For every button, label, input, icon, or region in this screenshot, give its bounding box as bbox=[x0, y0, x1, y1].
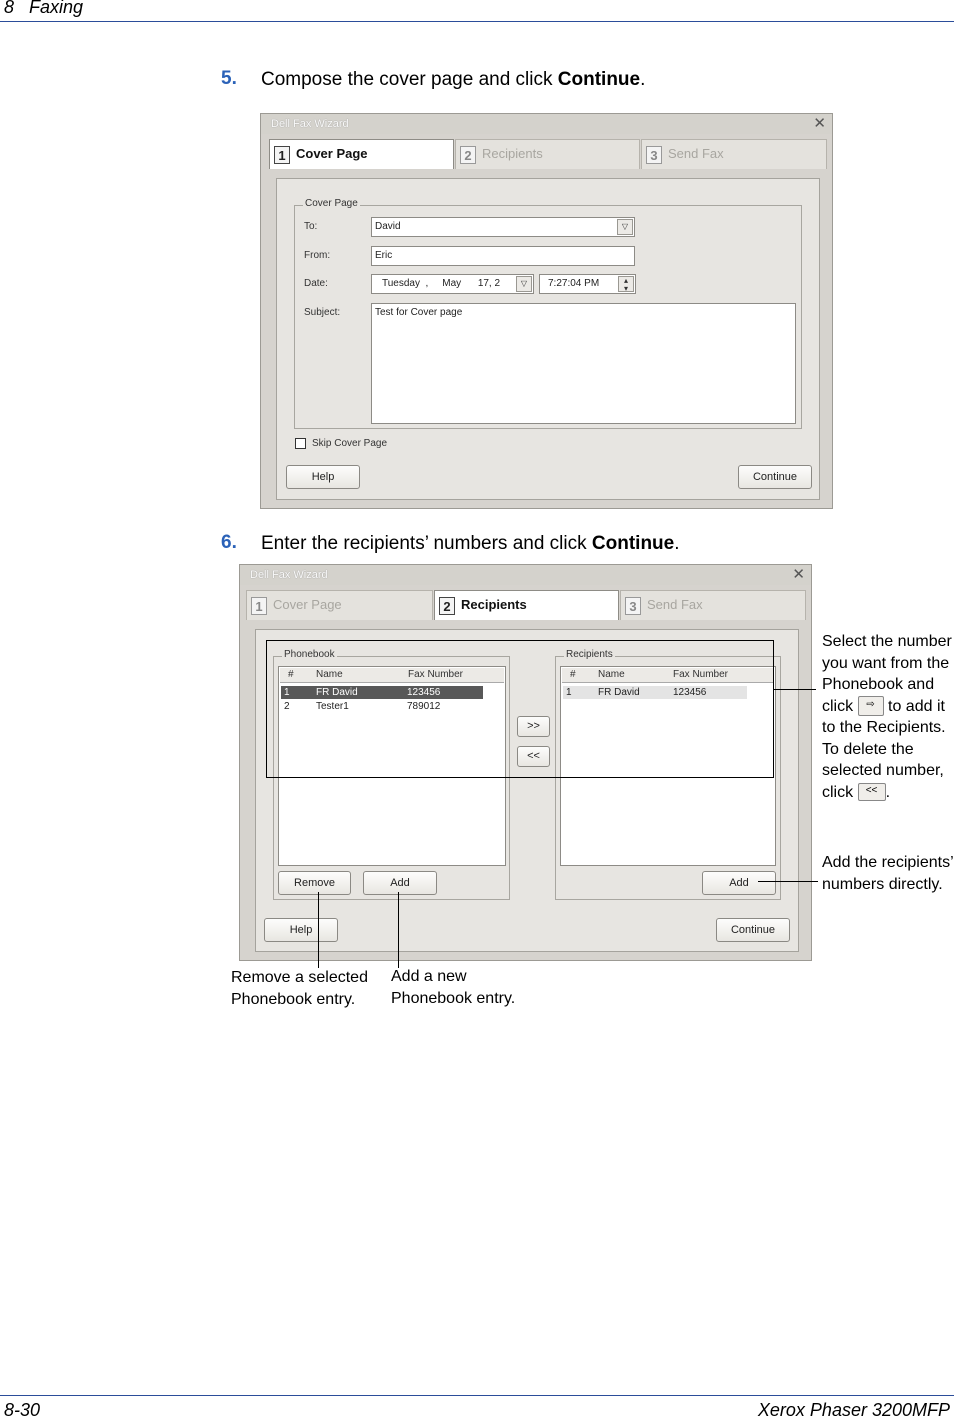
column-header[interactable]: # bbox=[570, 669, 576, 680]
recipients-group-label: Recipients bbox=[566, 649, 613, 660]
tab-recipients[interactable]: 2 Recipients bbox=[434, 590, 619, 620]
phonebook-remove-button[interactable]: Remove bbox=[278, 871, 351, 895]
spin-updown-icon[interactable]: ▴ ▾ bbox=[618, 276, 634, 292]
help-button[interactable]: Help bbox=[264, 918, 338, 942]
callout-line-remove bbox=[318, 892, 319, 968]
column-header[interactable]: Name bbox=[316, 669, 343, 680]
close-icon[interactable]: ✕ bbox=[813, 115, 826, 132]
running-header bbox=[4, 0, 83, 18]
column-header[interactable]: Fax Number bbox=[673, 669, 729, 680]
chapter-title: Faxing bbox=[29, 0, 84, 17]
continue-button[interactable]: Continue bbox=[738, 465, 812, 489]
tab-send-fax[interactable]: 3 Send Fax bbox=[620, 590, 806, 620]
footer-rule bbox=[0, 1395, 954, 1396]
callout-line-add-new bbox=[398, 892, 399, 968]
recipients-add-button[interactable]: Add bbox=[702, 871, 776, 895]
step-5-text: Compose the cover page and click Continue. bbox=[261, 69, 646, 90]
time-spinner[interactable]: 7:27:04 PM ▴ ▾ bbox=[539, 274, 636, 294]
add-arrow-icon: ⇨ bbox=[858, 696, 884, 716]
skip-cover-page-label: Skip Cover Page bbox=[312, 438, 388, 449]
annotation-add-new: Add a new Phonebook entry. bbox=[391, 968, 516, 1007]
subject-label: Subject: bbox=[304, 307, 341, 318]
remove-arrow-icon: << bbox=[858, 783, 886, 801]
phonebook-add-button[interactable]: Add bbox=[363, 871, 437, 895]
chapter-number: 8 bbox=[4, 0, 15, 17]
footer-page-number: 8-30 bbox=[4, 1400, 41, 1420]
step-5-number: 5. bbox=[221, 68, 237, 89]
tab-recipients[interactable]: 2 Recipients bbox=[455, 139, 640, 169]
add-to-recipients-button[interactable]: >> bbox=[517, 716, 550, 737]
annotation-remove: Remove a selected Phonebook entry. bbox=[231, 969, 368, 1008]
step-6-text: Enter the recipients’ numbers and click Continue. bbox=[261, 533, 680, 554]
tab-cover-page[interactable]: 1 Cover Page bbox=[246, 590, 433, 620]
from-label: From: bbox=[304, 250, 331, 261]
close-icon[interactable]: ✕ bbox=[792, 566, 805, 583]
column-header[interactable]: # bbox=[288, 669, 294, 680]
phonebook-row[interactable]: 2 Tester1 789012 bbox=[284, 701, 441, 712]
continue-button[interactable]: Continue bbox=[716, 918, 790, 942]
annotation-select-number: Select the number you want from the Phonebook and click ⇨ to add it to the Recipients. To delete the selected number, click << . bbox=[822, 633, 952, 801]
tab-cover-page[interactable]: 1 Cover Page bbox=[269, 139, 454, 169]
phonebook-row[interactable]: 1 FR David 123456 bbox=[281, 686, 483, 699]
date-label: Date: bbox=[304, 278, 328, 289]
cover-page-group-label: Cover Page bbox=[305, 198, 358, 209]
dell-fax-wizard-cover-dialog bbox=[260, 113, 833, 509]
callout-line-add-direct bbox=[758, 881, 818, 882]
annotation-add-direct: Add the recipients’ numbers directly. bbox=[822, 854, 954, 893]
cover-page-panel bbox=[276, 178, 820, 500]
tab-send-fax[interactable]: 3 Send Fax bbox=[641, 139, 827, 169]
column-header[interactable]: Fax Number bbox=[408, 669, 464, 680]
callout-line-select bbox=[774, 689, 816, 690]
remove-from-recipients-button[interactable]: << bbox=[517, 746, 550, 767]
date-picker[interactable]: Tuesday , May 17, 2 ▽ bbox=[371, 274, 534, 294]
phonebook-group-label: Phonebook bbox=[284, 649, 335, 660]
to-combobox[interactable]: David ▽ bbox=[371, 217, 635, 237]
footer-product: Xerox Phaser 3200MFP bbox=[757, 1400, 950, 1420]
column-header[interactable]: Name bbox=[598, 669, 625, 680]
step-6-number: 6. bbox=[221, 532, 237, 553]
chevron-down-icon[interactable]: ▽ bbox=[516, 276, 532, 292]
chevron-down-icon[interactable]: ▽ bbox=[617, 219, 633, 235]
skip-cover-page-checkbox[interactable] bbox=[295, 438, 306, 449]
highlight-box bbox=[266, 640, 774, 778]
dialog-title: Dell Fax Wizard bbox=[271, 118, 349, 130]
help-button[interactable]: Help bbox=[286, 465, 360, 489]
dialog-title: Dell Fax Wizard bbox=[250, 569, 328, 581]
subject-textarea[interactable]: Test for Cover page bbox=[371, 303, 796, 424]
dialog-title-bar bbox=[240, 565, 811, 585]
from-input[interactable]: Eric bbox=[371, 246, 635, 266]
to-label: To: bbox=[304, 221, 318, 232]
dialog-title-bar bbox=[261, 114, 832, 134]
recipients-row[interactable]: 1 FR David 123456 bbox=[563, 686, 747, 699]
header-rule bbox=[0, 21, 954, 22]
